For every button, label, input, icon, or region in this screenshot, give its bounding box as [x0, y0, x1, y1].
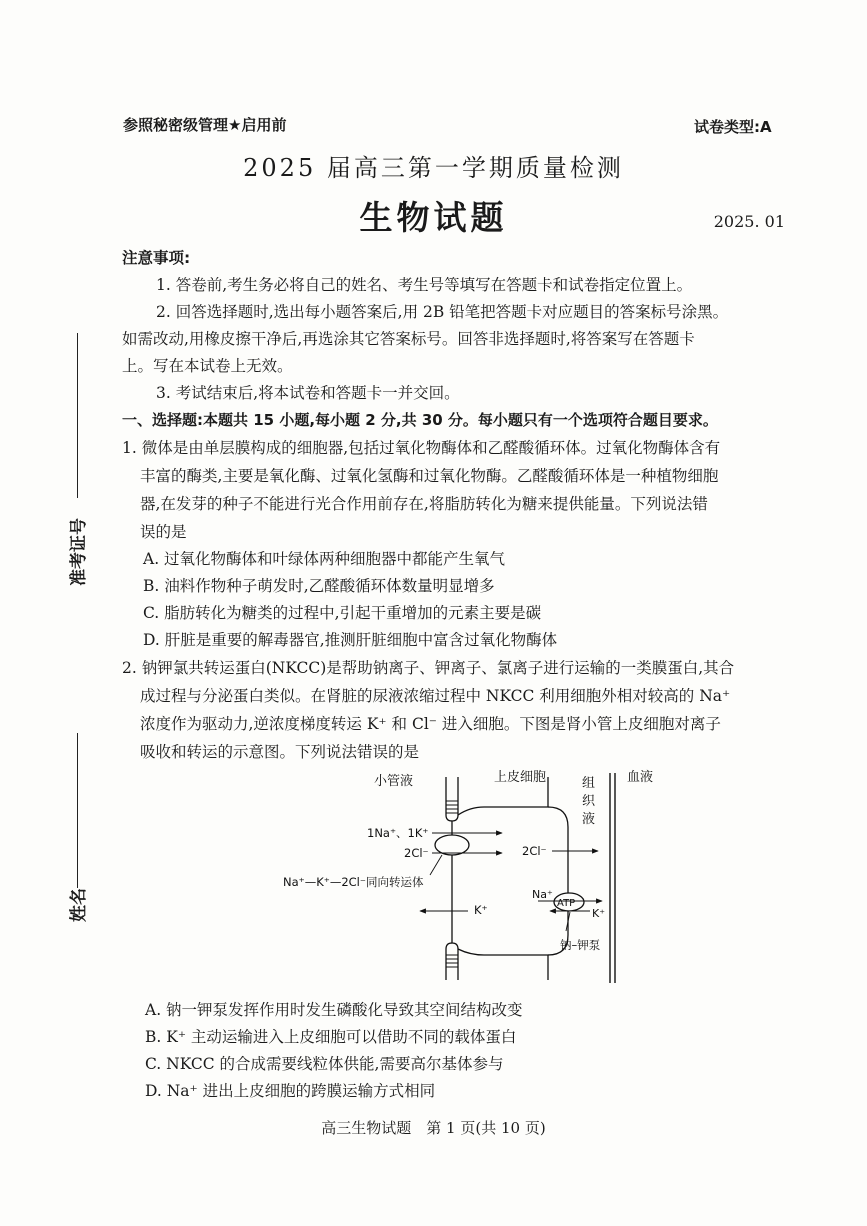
cotransporter-pointer	[430, 855, 442, 875]
q1-option-c: C. 脂肪转化为糖类的过程中,引起干重增加的元素主要是碳	[143, 604, 542, 622]
notice-line: 如需改动,用橡皮擦干净后,再选涂其它答案标号。回答非选择题时,将答案写在答题卡	[122, 330, 695, 348]
q2-stem-line: 吸收和转运的示意图。下列说法错误的是	[140, 743, 420, 761]
notice-line: 3. 考试结束后,将本试卷和答题卡一并交回。	[156, 384, 460, 402]
q2-option-a: A. 钠一钾泵发挥作用时发生磷酸化导致其空间结构改变	[145, 1001, 523, 1019]
notice-line: 上。写在本试卷上无效。	[122, 357, 293, 375]
q1-stem-line: 1. 微体是由单层膜构成的细胞器,包括过氧化物酶体和乙醛酸循环体。过氧化物酶体含有	[122, 439, 721, 457]
ion-transport-diagram	[270, 765, 670, 990]
q2-option-d: D. Na⁺ 进出上皮细胞的跨膜运输方式相同	[145, 1082, 436, 1100]
q2-option-c: C. NKCC 的合成需要线粒体供能,需要高尔基体参与	[145, 1055, 504, 1073]
epithelial-cell-label: 上皮细胞	[494, 770, 547, 785]
pump-label: 钠–钾泵	[560, 938, 601, 952]
atp-label: ATP	[557, 898, 576, 909]
q1-option-d: D. 肝脏是重要的解毒器官,推测肝脏细胞中富含过氧化物酶体	[143, 631, 558, 649]
subject-title: 生物试题	[359, 198, 508, 237]
q2-stem-line: 成过程与分泌蛋白类似。在肾脏的尿液浓缩过程中 NKCC 利用细胞外相对较高的 Na⁺	[140, 687, 731, 705]
exam-date: 2025. 01	[713, 212, 785, 231]
exam-title: 2025 届高三第一学期质量检测	[243, 154, 624, 182]
cl-out-label: 2Cl⁻	[522, 844, 547, 858]
q1-stem-line: 误的是	[140, 523, 187, 541]
tubule-fluid-label: 小管液	[374, 774, 414, 789]
ions-in-label: 1Na⁺、1K⁺	[367, 826, 429, 840]
page-footer: 高三生物试题 第 1 页(共 10 页)	[321, 1119, 546, 1137]
q2-option-b: B. K⁺ 主动运输进入上皮细胞可以借助不同的载体蛋白	[145, 1028, 517, 1046]
notice-heading: 注意事项:	[122, 249, 191, 267]
tissue-fluid-label: 液	[582, 812, 596, 827]
blood-label: 血液	[627, 770, 654, 785]
exam-id-label: 准考证号	[69, 518, 89, 586]
section-heading: 一、选择题:本题共 15 小题,每小题 2 分,共 30 分。每小题只有一个选项符合题目要求。	[122, 411, 718, 429]
paper-type-label: 试卷类型:A	[694, 118, 772, 136]
q1-option-a: A. 过氧化物酶体和叶绿体两种细胞器中都能产生氧气	[143, 550, 506, 568]
cotransporter-label: Na⁺—K⁺—2Cl⁻同向转运体	[283, 875, 424, 889]
exam-id-blank-line	[77, 333, 78, 498]
tissue-fluid-label: 织	[582, 794, 596, 809]
name-blank-line	[77, 733, 78, 888]
k-back-label: K⁺	[474, 903, 488, 917]
q1-option-b: B. 油料作物种子萌发时,乙醛酸循环体数量明显增多	[143, 577, 495, 595]
q1-stem-line: 丰富的酶类,主要是氧化酶、过氧化氢酶和过氧化物酶。乙醛酸循环体是一种植物细胞	[140, 467, 719, 485]
q2-stem-line: 2. 钠钾氯共转运蛋白(NKCC)是帮助钠离子、钾离子、氯离子进行运输的一类膜蛋白,其合	[122, 659, 735, 677]
tight-junction-bottom	[446, 949, 458, 980]
q1-stem-line: 器,在发芽的种子不能进行光合作用前存在,将脂肪转化为糖来提供能量。下列说法错	[140, 495, 708, 513]
basolateral-membrane	[548, 807, 568, 955]
tissue-fluid-label: 组	[582, 776, 596, 791]
q2-stem-line: 浓度作为驱动力,逆浓度梯度转运 K⁺ 和 Cl⁻ 进入细胞。下图是肾小管上皮细胞对离子	[140, 715, 721, 733]
name-label: 姓名	[69, 888, 89, 922]
cell-outline	[458, 777, 548, 980]
notice-line: 1. 答卷前,考生务必将自己的姓名、考生号等填写在答题卡和试卷指定位置上。	[156, 276, 693, 294]
secret-level-label: 参照秘密级管理★启用前	[123, 116, 287, 134]
na-pump-label: Na⁺	[532, 888, 553, 901]
nkcc-cotransporter	[435, 835, 469, 855]
k-pump-label: K⁺	[592, 907, 606, 920]
notice-line: 2. 回答选择题时,选出每小题答案后,用 2B 铅笔把答题卡对应题目的答案标号涂黑。	[156, 303, 729, 321]
cl-in-label: 2Cl⁻	[404, 846, 429, 860]
